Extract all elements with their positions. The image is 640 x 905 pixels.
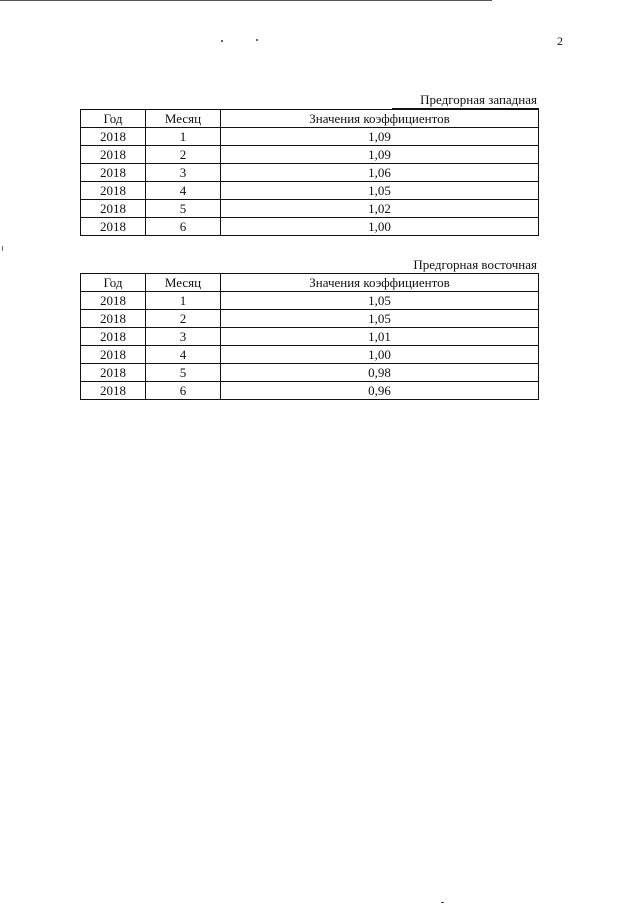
section-predgornaya-zapadnaya xyxy=(80,92,539,236)
table-row xyxy=(81,164,539,182)
table-header-row xyxy=(81,110,539,128)
coefficients-table xyxy=(80,109,539,236)
cell-year: 2018 xyxy=(81,346,146,364)
cell-value: 0,96 xyxy=(221,382,539,400)
scan-speck xyxy=(256,39,258,41)
cell-month: 5 xyxy=(146,200,221,218)
scan-speck xyxy=(221,40,223,42)
cell-value: 1,00 xyxy=(221,346,539,364)
header-value: Значения коэффициентов xyxy=(221,110,539,128)
cell-month: 5 xyxy=(146,364,221,382)
scan-speck xyxy=(441,902,444,903)
top-border-line xyxy=(0,0,492,1)
cell-month: 2 xyxy=(146,310,221,328)
scan-speck xyxy=(2,246,3,251)
table-row xyxy=(81,382,539,400)
header-month: Месяц xyxy=(146,110,221,128)
table-row xyxy=(81,292,539,310)
region-title: Предгорная восточная xyxy=(413,257,537,272)
cell-value: 1,09 xyxy=(221,146,539,164)
cell-month: 1 xyxy=(146,128,221,146)
coefficients-table xyxy=(80,273,539,400)
cell-month: 6 xyxy=(146,382,221,400)
cell-year: 2018 xyxy=(81,382,146,400)
cell-value: 1,09 xyxy=(221,128,539,146)
header-year: Год xyxy=(81,274,146,292)
cell-year: 2018 xyxy=(81,310,146,328)
cell-month: 6 xyxy=(146,218,221,236)
cell-value: 1,05 xyxy=(221,182,539,200)
table-row xyxy=(81,128,539,146)
cell-year: 2018 xyxy=(81,328,146,346)
cell-value: 1,05 xyxy=(221,310,539,328)
cell-year: 2018 xyxy=(81,164,146,182)
cell-year: 2018 xyxy=(81,218,146,236)
cell-value: 1,05 xyxy=(221,292,539,310)
table-row xyxy=(81,310,539,328)
header-month: Месяц xyxy=(146,274,221,292)
table-row xyxy=(81,346,539,364)
table-row xyxy=(81,146,539,164)
table-row xyxy=(81,182,539,200)
cell-month: 1 xyxy=(146,292,221,310)
header-year: Год xyxy=(81,110,146,128)
cell-value: 1,06 xyxy=(221,164,539,182)
page-number: 2 xyxy=(557,34,563,48)
section-predgornaya-vostochnaya xyxy=(80,257,539,400)
table-row xyxy=(81,200,539,218)
cell-month: 4 xyxy=(146,182,221,200)
cell-value: 1,01 xyxy=(221,328,539,346)
table-row xyxy=(81,218,539,236)
cell-month: 3 xyxy=(146,328,221,346)
cell-month: 4 xyxy=(146,346,221,364)
table-row xyxy=(81,328,539,346)
cell-year: 2018 xyxy=(81,200,146,218)
region-title: Предгорная западная xyxy=(392,92,539,109)
cell-value: 1,02 xyxy=(221,200,539,218)
table-row xyxy=(81,364,539,382)
cell-year: 2018 xyxy=(81,182,146,200)
cell-year: 2018 xyxy=(81,292,146,310)
cell-month: 2 xyxy=(146,146,221,164)
cell-year: 2018 xyxy=(81,128,146,146)
cell-year: 2018 xyxy=(81,146,146,164)
cell-month: 3 xyxy=(146,164,221,182)
header-value: Значения коэффициентов xyxy=(221,274,539,292)
cell-value: 1,00 xyxy=(221,218,539,236)
cell-year: 2018 xyxy=(81,364,146,382)
table-header-row xyxy=(81,274,539,292)
cell-value: 0,98 xyxy=(221,364,539,382)
